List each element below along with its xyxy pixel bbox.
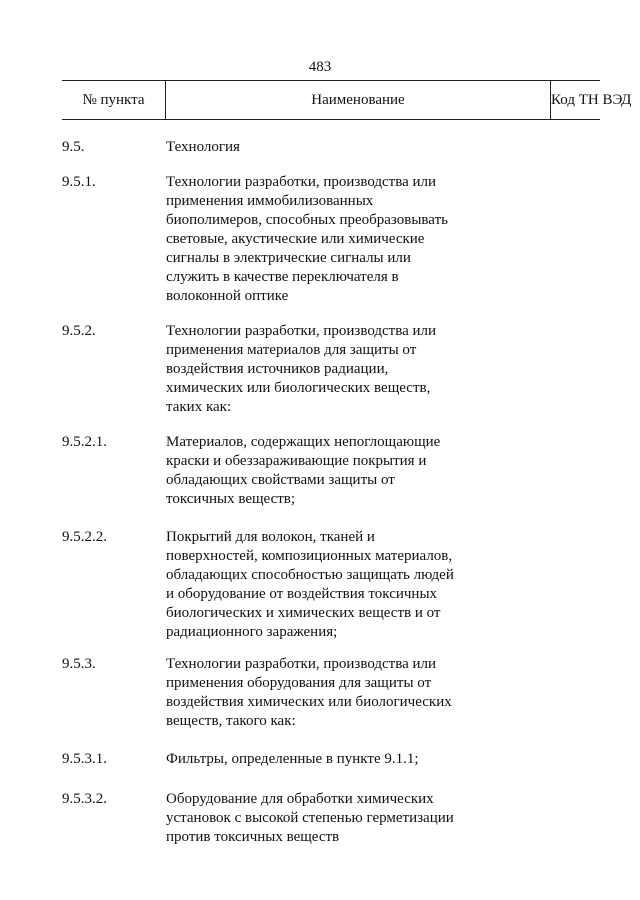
text-line: биополимеров, способных преобразовывать [166, 212, 448, 228]
text-line: Оборудование для обработки химических [166, 791, 434, 807]
text-line: применения материалов для защиты от [166, 342, 417, 358]
text-line: против токсичных веществ [166, 829, 340, 845]
item-number: 9.5.2.1. [62, 434, 107, 450]
text-line: световые, акустические или химические [166, 231, 425, 247]
text-line: Технология [166, 139, 240, 155]
header-col-name: Наименование [165, 81, 551, 119]
item-description [166, 750, 496, 769]
text-line: Материалов, содержащих непоглощающие [166, 434, 441, 450]
item-number: 9.5.3. [62, 656, 96, 672]
text-line: краски и обеззараживающие покрытия и [166, 453, 427, 469]
item-number: 9.5.2. [62, 323, 96, 339]
item-description [166, 322, 496, 417]
text-line: волоконной оптике [166, 288, 289, 304]
text-line: служить в качестве переключателя в [166, 269, 399, 285]
text-line: биологических и химических веществ и от [166, 605, 441, 621]
header-col-number: № пункта [82, 92, 145, 108]
item-number: 9.5.3.1. [62, 751, 107, 767]
text-line: и оборудование от воздействия токсичных [166, 586, 438, 602]
item-description [166, 790, 496, 847]
text-line: поверхностей, композиционных материалов, [166, 548, 453, 564]
item-description [166, 433, 496, 509]
text-line: Фильтры, определенные в пункте 9.1.1; [166, 751, 419, 767]
item-description [166, 528, 496, 642]
item-number: 9.5. [62, 139, 85, 155]
text-line: применения иммобилизованных [166, 193, 374, 209]
text-line: Технологии разработки, производства или [166, 656, 437, 672]
text-line: Покрытий для волокон, тканей и [166, 529, 375, 545]
text-line: химических или биологических веществ, [166, 380, 431, 396]
table-header [62, 80, 632, 120]
item-number: 9.5.2.2. [62, 529, 107, 545]
text-line: радиационного заражения; [166, 624, 338, 640]
page-number: 483 [308, 59, 332, 75]
text-line: сигналы в электрические сигналы или [166, 250, 411, 266]
text-line: Технологии разработки, производства или [166, 323, 437, 339]
text-line: таких как: [166, 399, 232, 415]
text-line: применения оборудования для защиты от [166, 675, 432, 691]
text-line: обладающих свойствами защиты от [166, 472, 395, 488]
item-number: 9.5.3.2. [62, 791, 107, 807]
item-description [166, 138, 496, 157]
text-line: обладающих способностью защищать людей [166, 567, 454, 583]
text-line: токсичных веществ; [166, 491, 296, 507]
item-number: 9.5.1. [62, 174, 96, 190]
item-description [166, 173, 496, 306]
text-line: воздействия источников радиации, [166, 361, 389, 377]
item-description [166, 655, 496, 731]
text-line: установок с высокой степенью герметизации [166, 810, 454, 826]
text-line: воздействия химических или биологических [166, 694, 452, 710]
text-line: Технологии разработки, производства или [166, 174, 437, 190]
text-line: веществ, такого как: [166, 713, 296, 729]
header-col-code: Код ТН ВЭД [551, 92, 632, 108]
